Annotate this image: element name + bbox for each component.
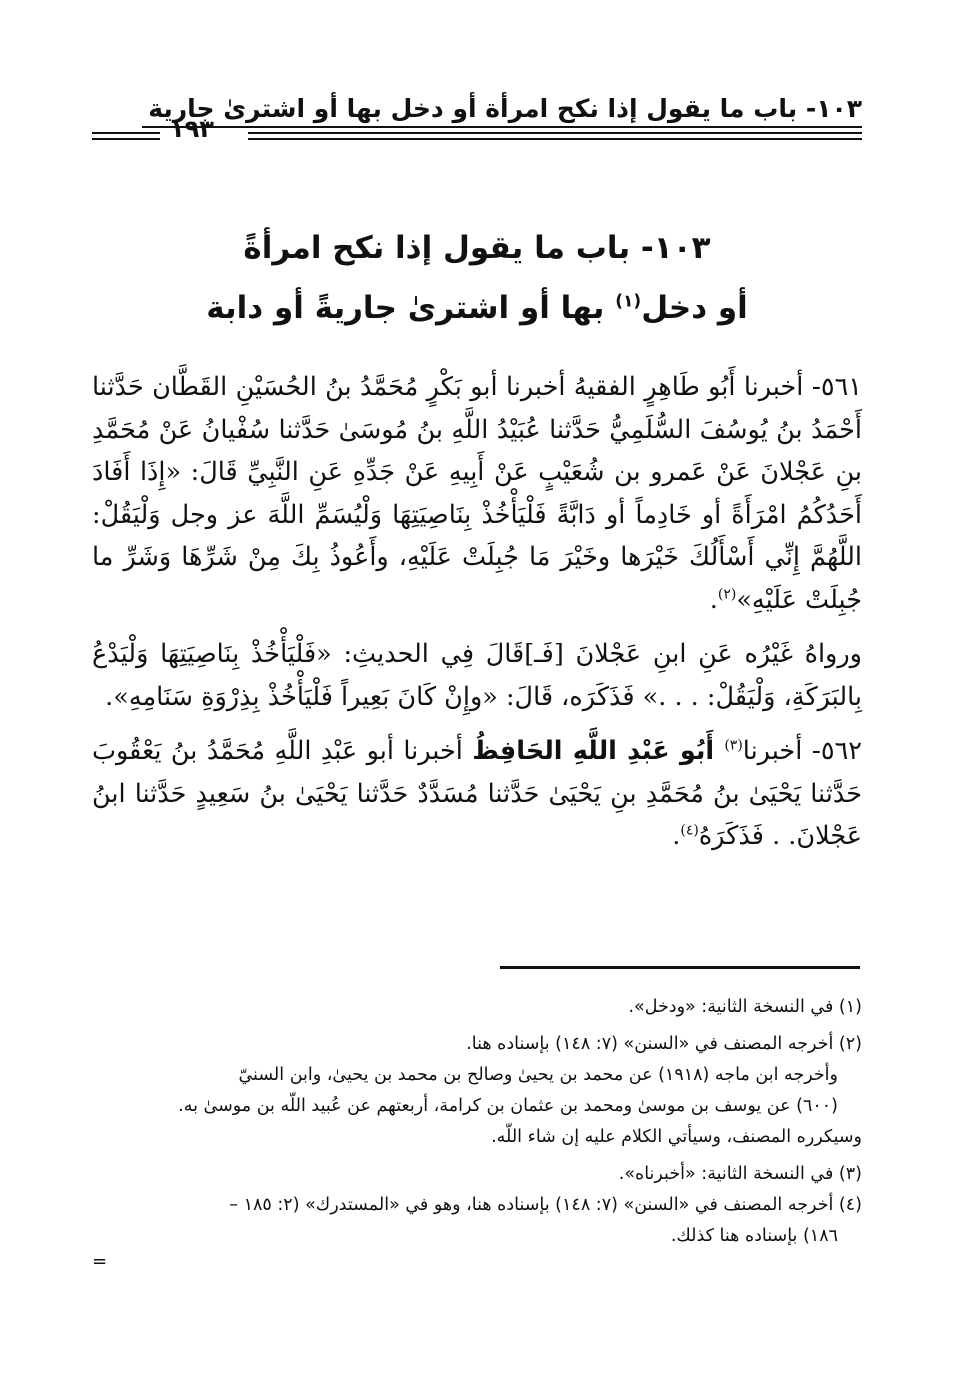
footnote-4: (٤) أخرجه المصنف في «السنن» (٧: ١٤٨) بإسناده هنا، وهو في «المستدرك» (٢: ١٨٥ – bbox=[229, 1195, 862, 1215]
header-rule-right bbox=[248, 132, 862, 140]
hadith-number: ٥٦٢- bbox=[811, 736, 862, 766]
chapter-heading-line-2 bbox=[150, 278, 804, 338]
chapter-heading-part-b: بها أو اشترىٰ جاريةً أو دابة bbox=[206, 290, 616, 326]
footnote-2: (٢) أخرجه المصنف في «السنن» (٧: ١٤٨) بإسناده هنا. bbox=[466, 1034, 862, 1054]
footnote-ref-4: (٤) bbox=[680, 822, 699, 839]
page-number: ١٩٣ bbox=[170, 115, 214, 143]
running-title: ١٠٣- باب ما يقول إذا نكح امرأة أو دخل بها أو اشترىٰ جارية bbox=[142, 92, 862, 128]
running-header bbox=[92, 92, 862, 152]
hadith-561 bbox=[92, 366, 862, 621]
hadith-text: أخبرنا أبو عَبْدِ اللَّهِ مُحَمَّدُ بنُ يَعْقُوبَ حَدَّثنا يَحْيَىٰ بنُ مُحَمَّدِ بنِ يَحْيَىٰ حَدَّثنا مُسَدَّدٌ حَدَّثنا يَحْيَىٰ بنُ سَعِيدٍ حَدَّثنا ابنُ عَجْلانَ. . فَذَكَرَهُ bbox=[92, 736, 862, 851]
chapter-heading-line-1: ١٠٣- باب ما يقول إذا نكح امرأةً bbox=[243, 230, 711, 266]
continuation-mark: = bbox=[92, 1251, 108, 1272]
footnotes bbox=[92, 992, 862, 1252]
footnote-separator bbox=[500, 966, 860, 969]
footnote-2-cont: وأخرجه ابن ماجه (١٩١٨) عن محمد بن يحيىٰ وصالح بن محمد بن يحيىٰ، وابن السنيّ bbox=[238, 1065, 838, 1085]
chapter-heading bbox=[150, 218, 804, 338]
footnote-2-cont: (٦٠٠) عن يوسف بن موسىٰ ومحمد بن عثمان بن كرامة، أربعتهم عن عُبيد اللّه بن موسىٰ به. bbox=[178, 1096, 838, 1116]
chapter-heading-part-a: أو دخل bbox=[641, 290, 748, 326]
footnote-ref-2: (٢) bbox=[717, 586, 737, 602]
main-text bbox=[92, 366, 862, 870]
footnote-1: (١) في النسخة الثانية: «ودخل». bbox=[628, 997, 862, 1017]
riwayah-text: ورواهُ غَيْرُه عَنِ ابنِ عَجْلانَ [فَـ]قَالَ فِي الحديثِ: «فَلْيَأْخُذْ بِنَاصِيَتِهَا وَلْيَدْعُ بِالبَرَكَةِ، وَلْيَقُلْ: . . .» فَذَكَرَه، قَالَ: «وإِنْ كَانَ بَعِيراً فَلْيَأْخُذْ بِذِرْوَةِ سَنَامِهِ». bbox=[92, 639, 862, 712]
hadith-562 bbox=[92, 730, 862, 858]
footnote-3: (٣) في النسخة الثانية: «أخبرناه». bbox=[618, 1164, 862, 1184]
header-rule-left bbox=[92, 132, 160, 140]
footnote-4-cont: ١٨٦) بإسناده هنا كذلك. bbox=[670, 1226, 838, 1246]
riwayah-paragraph bbox=[92, 633, 862, 718]
hadith-end: . bbox=[709, 584, 718, 615]
footnote-ref-3: (٣) bbox=[724, 737, 743, 754]
footnote-2-cont: وسيكرره المصنف، وسيأتي الكلام عليه إن شاء اللّه. bbox=[491, 1127, 862, 1147]
hadith-intro: أخبرنا bbox=[742, 736, 812, 766]
footnote-ref-1: (١) bbox=[615, 291, 642, 312]
hadith-end: . bbox=[672, 821, 681, 851]
hadith-text: أخبرنا أَبُو طَاهِرٍ الفقيهُ أخبرنا أبو بَكْرٍ مُحَمَّدُ بنُ الحُسَيْنِ القَطَّان حَدَّثنا أَحْمَدُ بنُ يُوسُفَ السُّلَمِيُّ حَدَّثنا عُبَيْدُ اللَّهِ بنُ مُوسَىٰ حَدَّثنا سُفْيانُ عَنْ مُحَمَّدِ بنِ عَجْلانَ عَنْ عَمرو بن شُعَيْبٍ عَنْ أَبِيهِ عَنْ جَدِّهِ عَنِ النَّبِيِّ قَالَ: «إِذَا أَفَادَ أَحَدُكُمُ امْرَأَةً أو خَادِماً أو دَابَّةً فَلْيَأْخُذْ بِنَاصِيَتِهَا وَلْيُسَمِّ اللَّهَ عز وجل وَلْيَقُلْ: اللَّهُمَّ إِنِّي أَسْأَلُكَ خَيْرَها وخَيْرَ مَا جُبِلَتْ عَلَيْهِ، وأَعُوذُ بِكَ مِنْ شَرِّهَا وَشَرِّ ما جُبِلَتْ عَلَيْهِ» bbox=[92, 372, 862, 615]
hadith-number: ٥٦١- bbox=[811, 372, 862, 402]
narrator-name: أَبُو عَبْدِ اللَّهِ الحَافِظُ bbox=[472, 736, 725, 766]
